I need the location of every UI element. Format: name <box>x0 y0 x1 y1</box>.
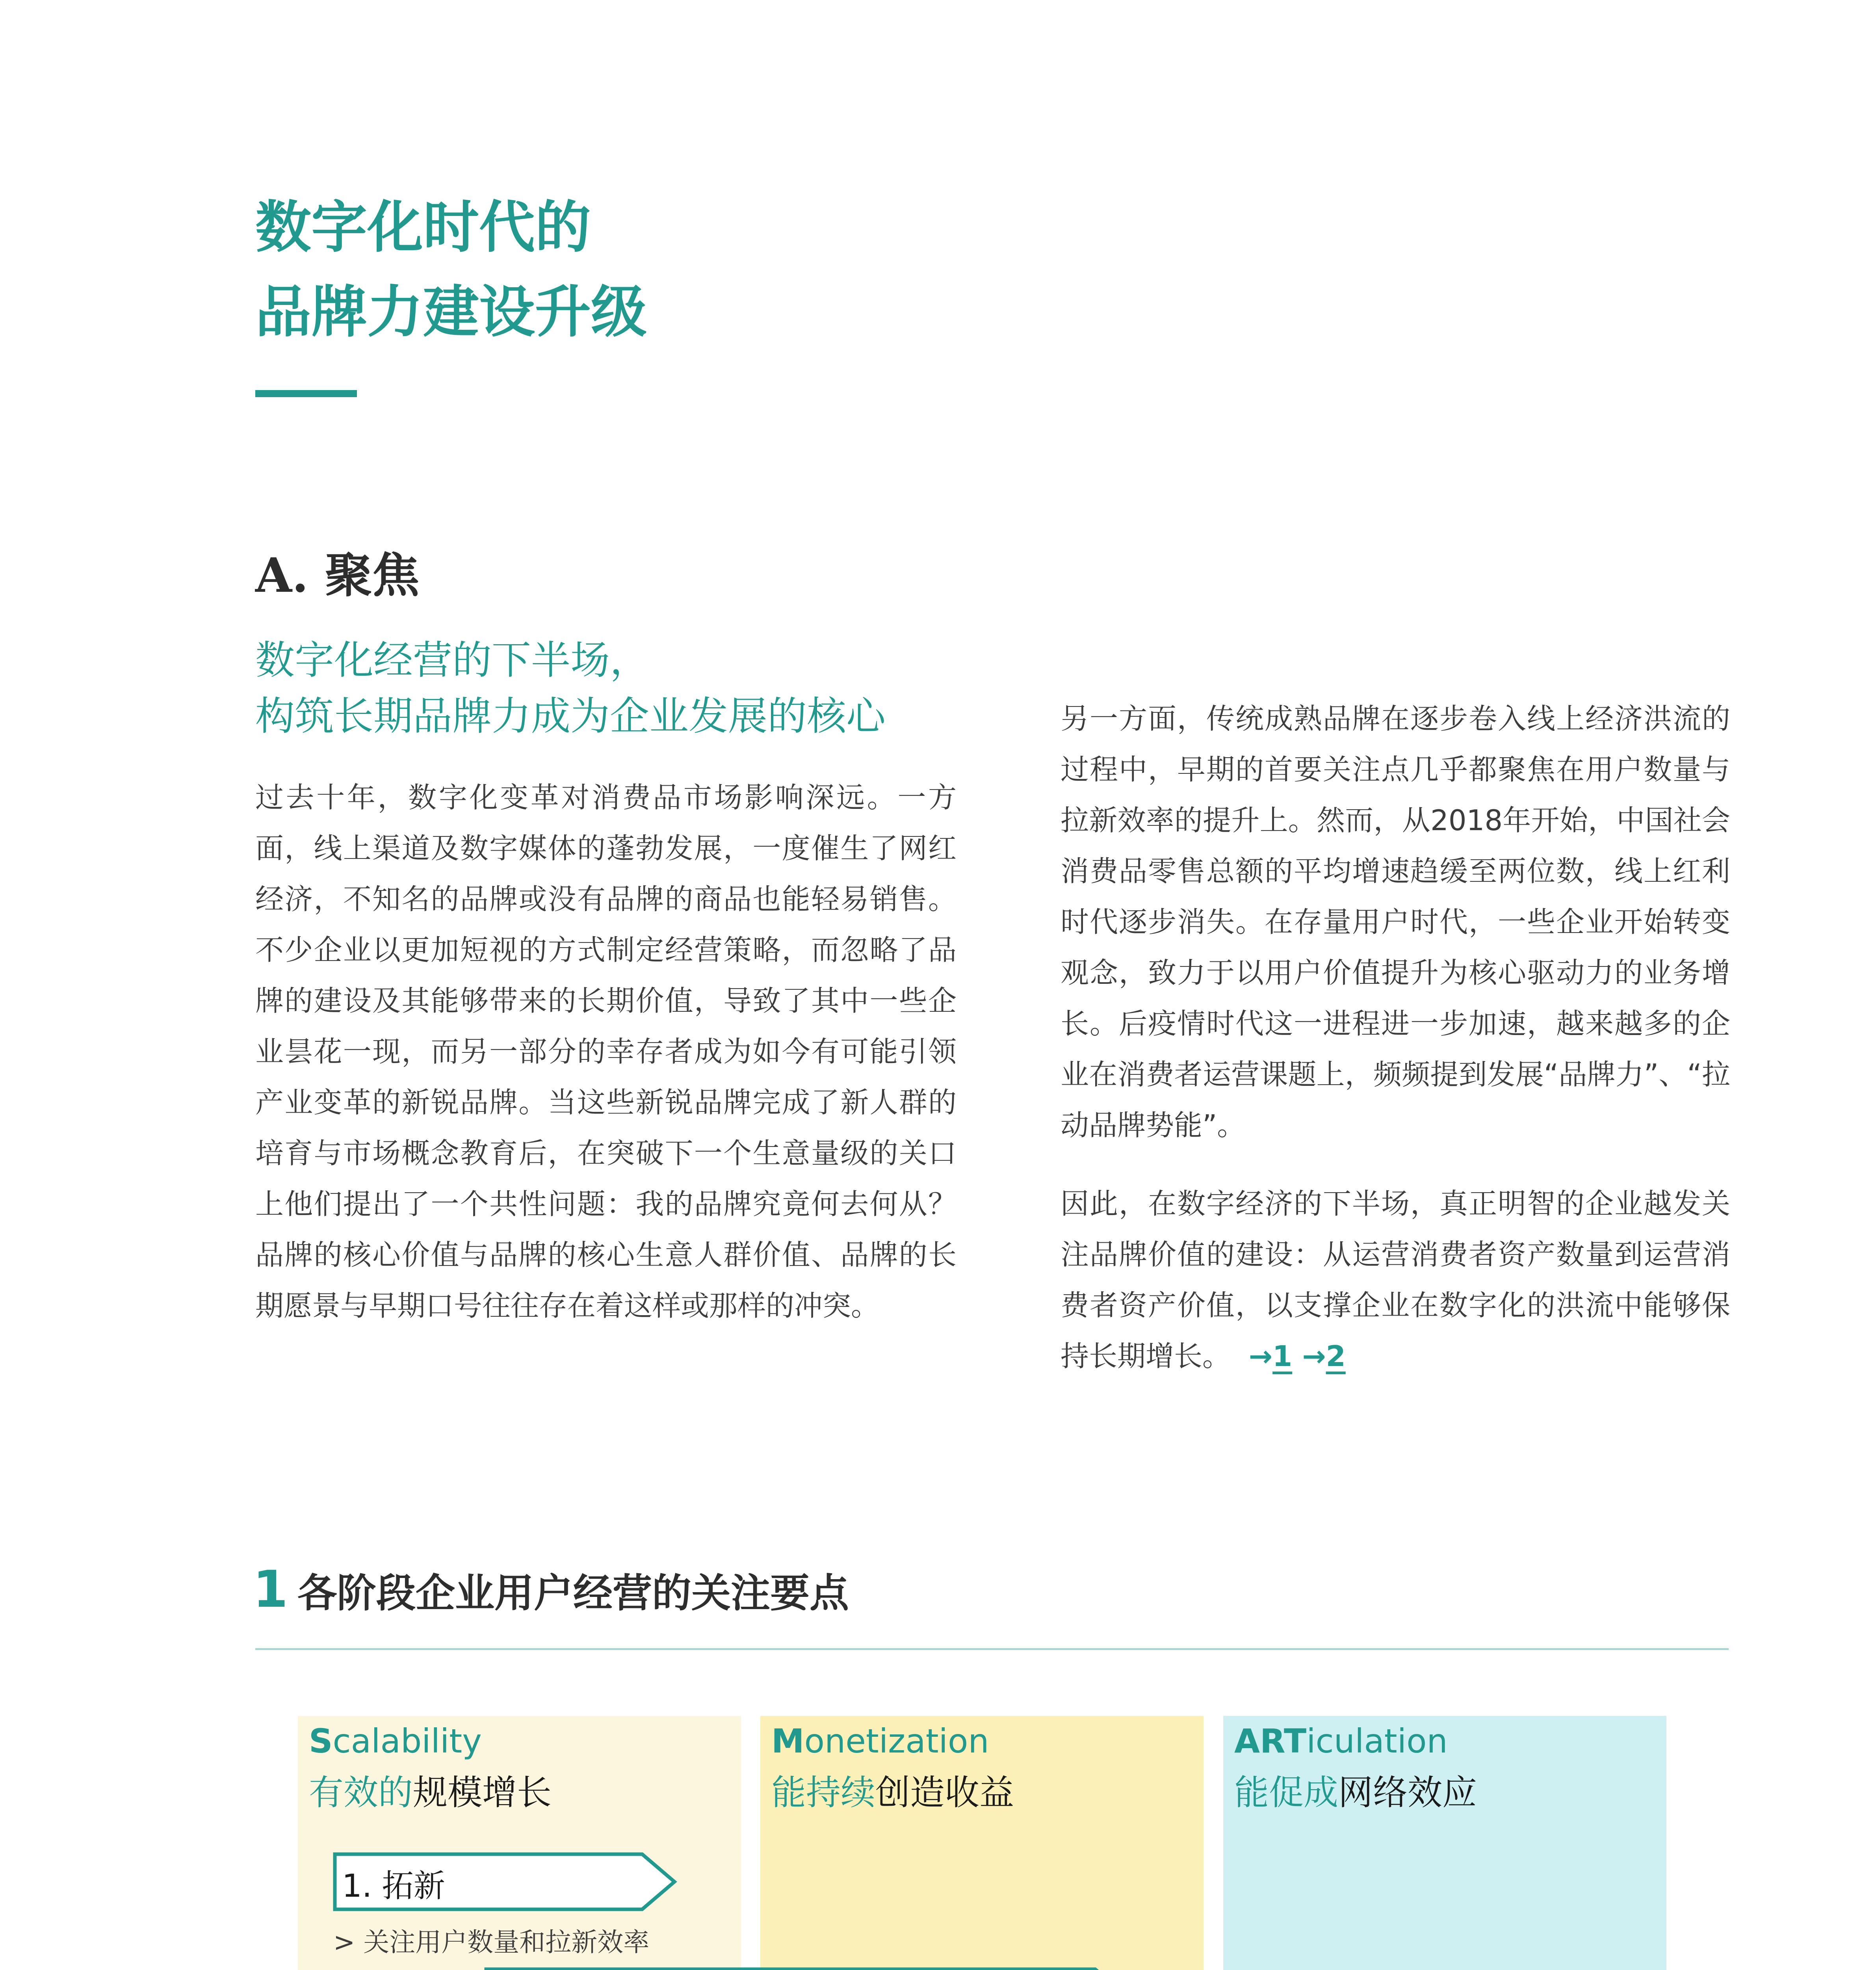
page-title-line-2: 品牌力建设升级 <box>255 280 647 345</box>
body-right-paragraph-1: 另一方面，传统成熟品牌在逐步卷入线上经济洪流的过程中，早期的首要关注点几乎都聚焦在用户数量与拉新效率的提升上。然而，从2018年开始，中国社会消费品零售总额的平均增速趋缓至两位数，线上红利时代逐步消失。在存量用户时代，一些企业开始转变观念，致力于以用户价值提升为核心驱动力的业务增长。后疫情时代这一进程进一步加速，越来越多的企业在消费者运营课题上，频频提到发展“品牌力”、“拉动品牌势能”。 <box>1061 702 1730 1142</box>
section-heading: A. 聚焦 <box>255 548 420 603</box>
panel-1-cn-rest: 规模增长 <box>413 1772 552 1813</box>
panel-3-cn-rest: 网络效应 <box>1338 1772 1477 1813</box>
panel-2-en-rest: onetization <box>804 1722 989 1760</box>
figure-ref-link-1[interactable]: 1 <box>1272 1340 1293 1373</box>
stage-1-label: 1. 拓新 <box>342 1868 445 1904</box>
figure-number: 1 <box>253 1560 288 1619</box>
panel-2-cn-highlight: 能持续 <box>771 1772 876 1813</box>
figure-ref-link-2[interactable]: 2 <box>1326 1340 1346 1373</box>
panel-3-cn-highlight: 能促成 <box>1234 1772 1339 1813</box>
subtitle-line-1: 数字化经营的下半场， <box>255 637 649 683</box>
figure-title-text: 各阶段企业用户经营的关注要点 <box>297 1570 849 1616</box>
ref-arrow-icon: → <box>1302 1340 1326 1373</box>
page-title-line-1: 数字化时代的 <box>255 195 591 260</box>
subtitle-line-2: 构筑长期品牌力成为企业发展的核心 <box>255 693 886 739</box>
body-right-paragraph-2-text: 因此，在数字经济的下半场，真正明智的企业越发关注品牌价值的建设：从运营消费者资产数量到运营消费者资产价值，以支撑企业在数字化的洪流中能够保持长期增长。 <box>1061 1187 1730 1373</box>
stage-1-bullet-1: > 关注用户数量和拉新效率 <box>333 1927 650 1957</box>
panel-2-cn-rest: 创造收益 <box>875 1772 1014 1813</box>
panel-1-cn-highlight: 有效的 <box>309 1772 413 1813</box>
body-left-paragraph: 过去十年，数字化变革对消费品市场影响深远。一方面，线上渠道及数字媒体的蓬勃发展，一度催生了网红经济，不知名的品牌或没有品牌的商品也能轻易销售。不少企业以更加短视的方式制定经营策略，而忽略了品牌的建设及其能够带来的长期价值，导致了其中一些企业昙花一现，而另一部分的幸存者成为如今有可能引领产业变革的新锐品牌。当这些新锐品牌完成了新人群的培育与市场概念教育后，在突破下一个生意量级的关口上他们提出了一个共性问题：我的品牌究竟何去何从？品牌的核心价值与品牌的核心生意人群价值、品牌的长期愿景与早期口号往往存在着这样或那样的冲突。 <box>255 781 957 1322</box>
panel-3-en-initial: ART <box>1234 1722 1307 1760</box>
panel-1-en-rest: calability <box>332 1722 482 1760</box>
panel-2-en-initial: M <box>771 1722 804 1760</box>
ref-arrow-icon: → <box>1248 1340 1273 1373</box>
panel-3-en-rest: iculation <box>1306 1722 1448 1760</box>
panel-1-en-initial: S <box>309 1722 333 1760</box>
